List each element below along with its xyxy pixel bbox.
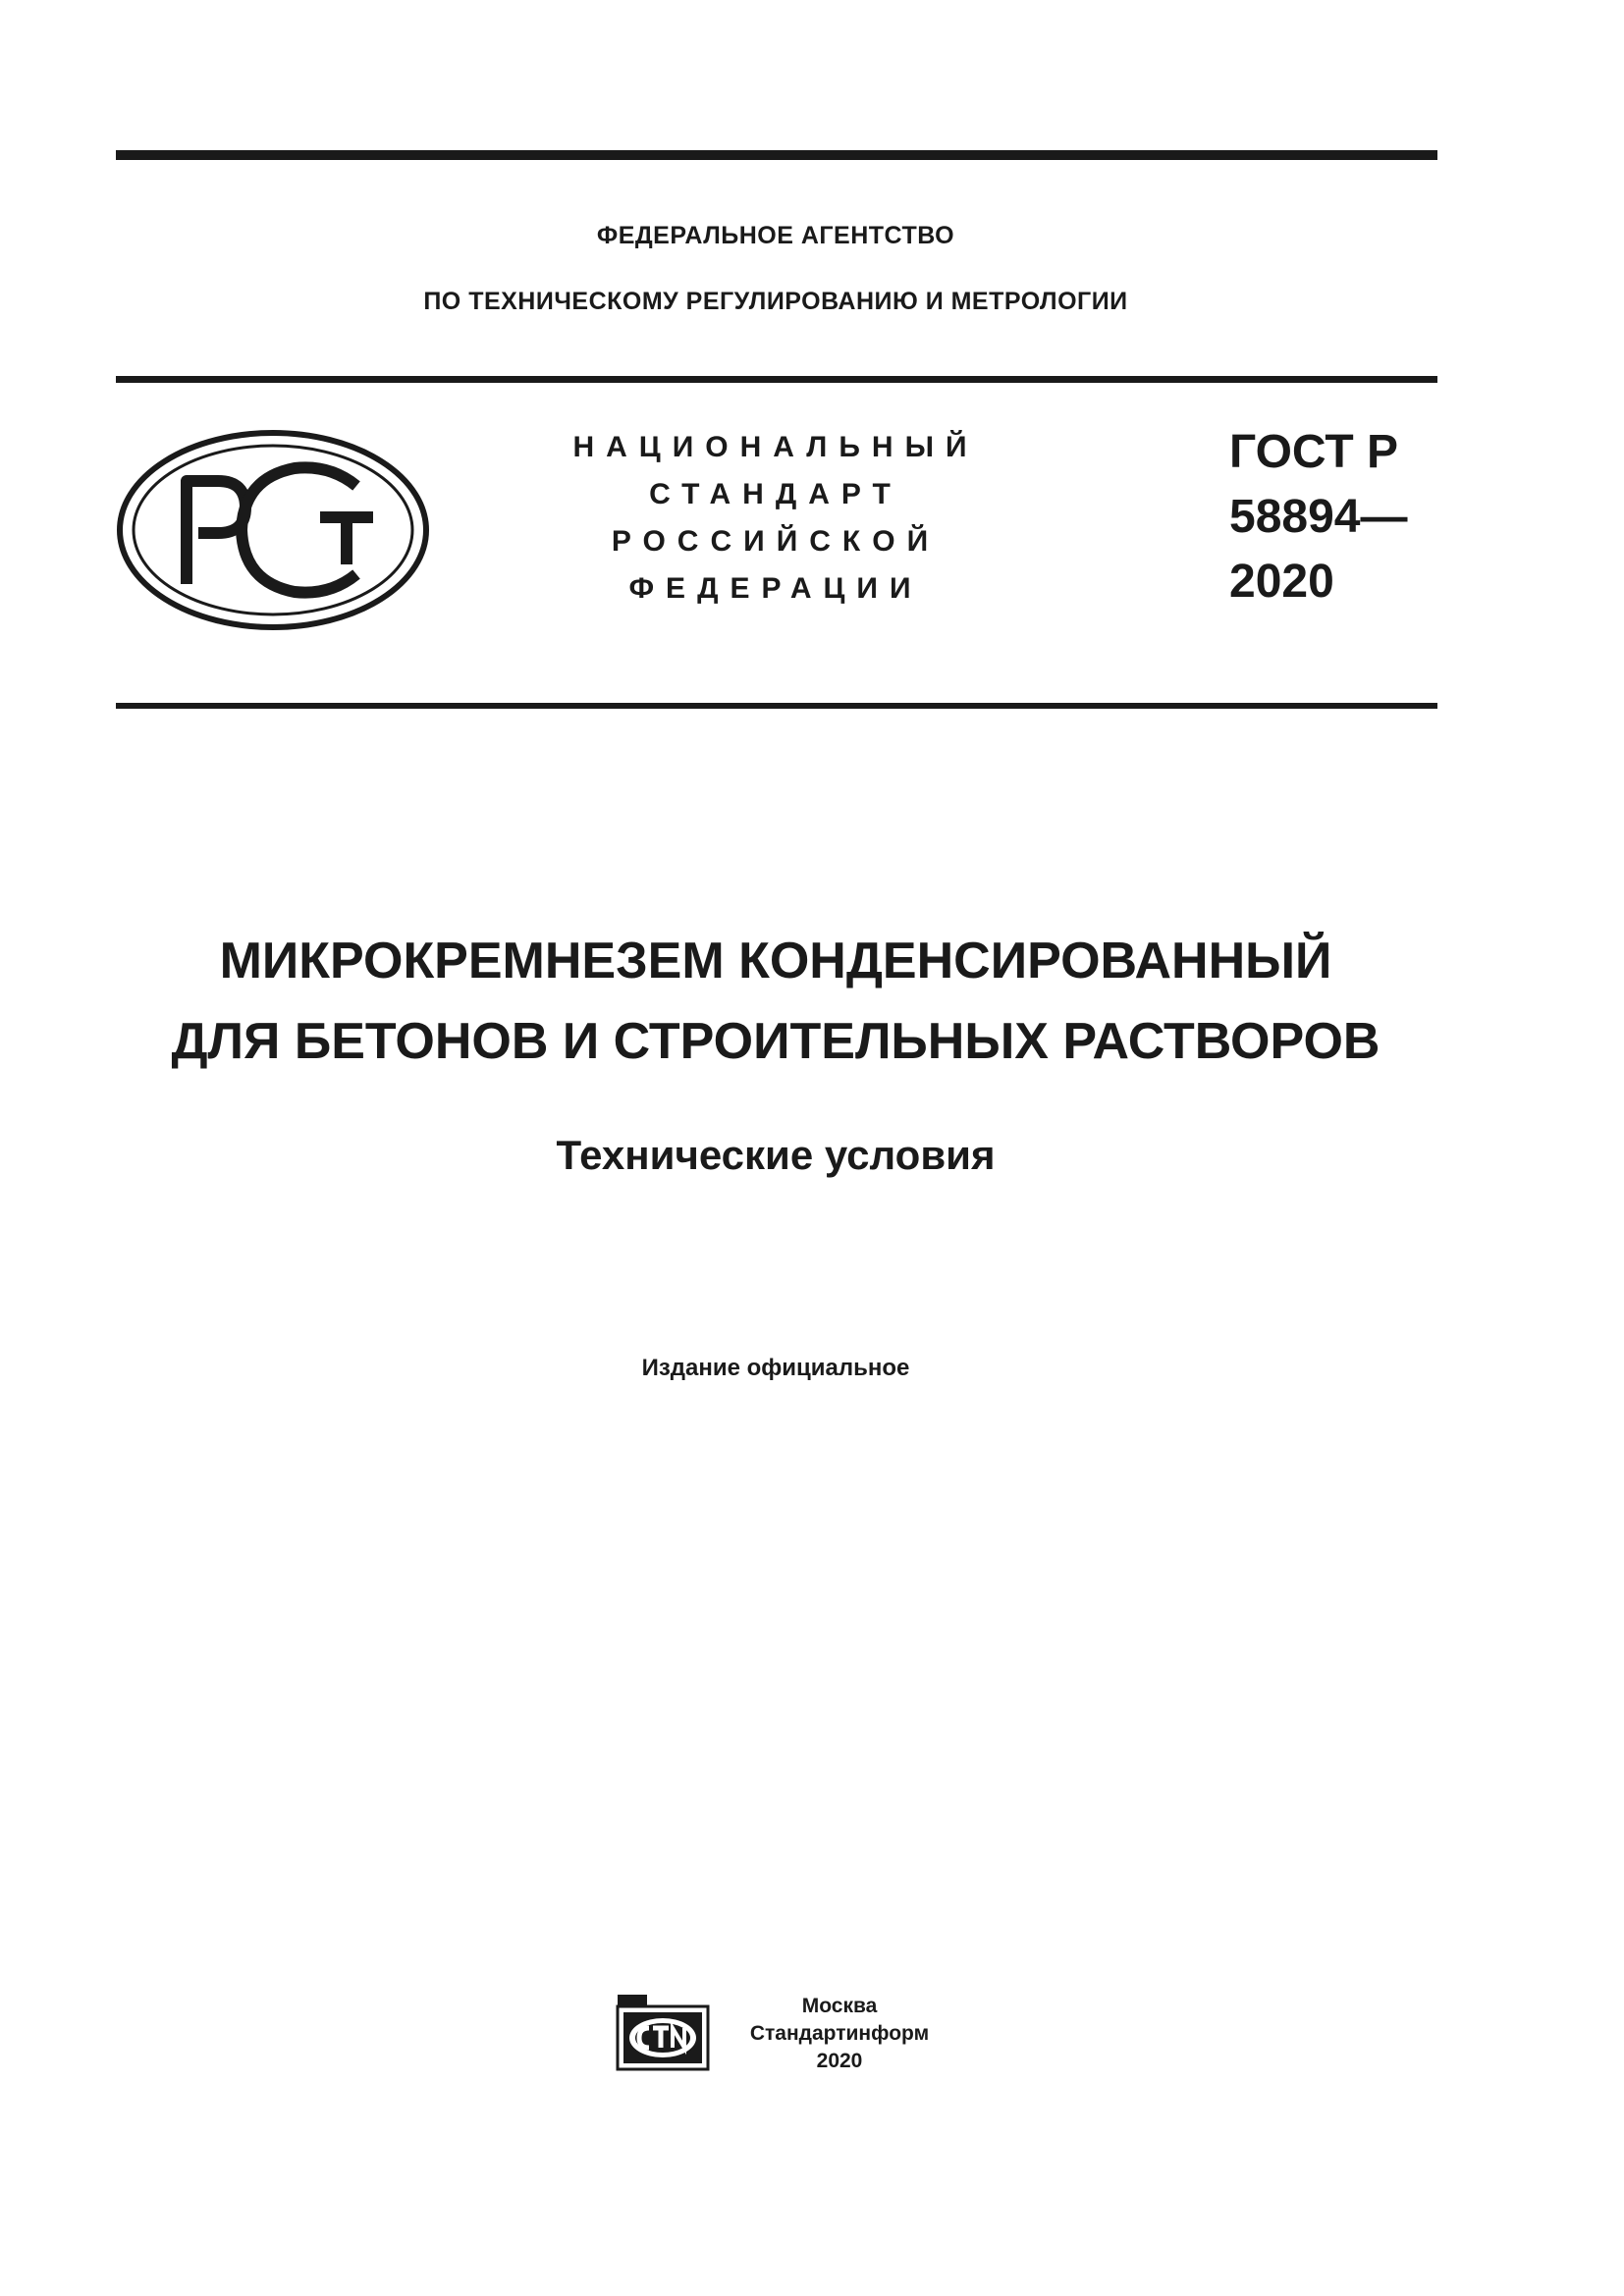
national-standard-line: СТАНДАРТ [649, 478, 902, 510]
national-standard-block [550, 424, 1001, 613]
top-rule [116, 150, 1437, 160]
document-subtitle: Технические условия [556, 1132, 996, 1178]
designation-line-3: 2020 [1229, 556, 1334, 608]
publisher-city: Москва [801, 1995, 878, 2017]
publisher-name: Стандартинформ [749, 2022, 930, 2045]
national-standard-line: РОССИЙСКОЙ [611, 525, 941, 558]
national-standard-line: ФЕДЕРАЦИИ [628, 572, 923, 605]
middle-rule [116, 376, 1437, 383]
edition-label: Издание официальное [641, 1355, 910, 1381]
publisher-block [727, 1993, 952, 2075]
title-line-2: ДЛЯ БЕТОНОВ И СТРОИТЕЛЬНЫХ РАСТВОРОВ [171, 1013, 1380, 1070]
designation-line-1: ГОСТ Р [1229, 426, 1399, 478]
standartinform-emblem-icon [616, 1993, 710, 2071]
agency-line-2: ПО ТЕХНИЧЕСКОМУ РЕГУЛИРОВАНИЮ И МЕТРОЛОГИИ [423, 288, 1128, 315]
rst-emblem-icon [116, 427, 430, 633]
agency-line-1: ФЕДЕРАЛЬНОЕ АГЕНТСТВО [596, 222, 955, 249]
standard-designation [1229, 420, 1435, 614]
bottom-rule [116, 703, 1437, 709]
publisher-year: 2020 [816, 2050, 863, 2072]
title-line-1: МИКРОКРЕМНЕЗЕМ КОНДЕНСИРОВАННЫЙ [219, 933, 1332, 989]
national-standard-line: НАЦИОНАЛЬНЫЙ [572, 431, 979, 463]
designation-line-2: 58894— [1229, 491, 1408, 543]
document-title [0, 921, 1551, 1082]
